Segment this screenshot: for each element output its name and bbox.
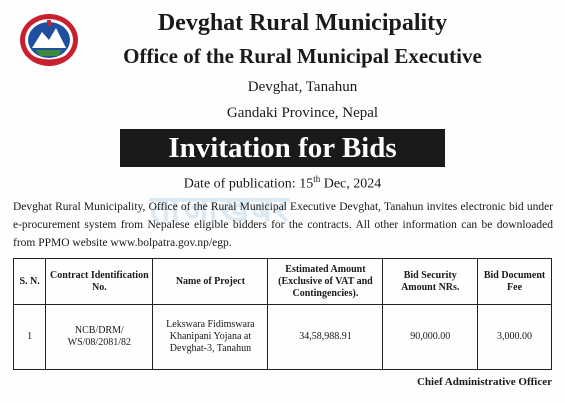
header-project: Name of Project: [153, 259, 268, 305]
signatory: Chief Administrative Officer: [416, 376, 552, 388]
news-watermark: ताजाखबर: [150, 189, 291, 230]
cell-contract-id: NCB/DRM/ WS/08/2081/82: [46, 305, 153, 370]
header-bid-security: Bid Security Amount NRs.: [383, 259, 478, 305]
publication-date-ordinal: th: [313, 174, 321, 184]
header-document-fee: Bid Document Fee: [478, 259, 552, 305]
bids-table: [13, 258, 552, 370]
header-contract-id: Contract Identification No.: [46, 259, 153, 305]
table-header-row: [14, 259, 552, 305]
cell-estimated-amount: 34,58,988.91: [268, 305, 383, 370]
municipality-title: Devghat Rural Municipality: [157, 10, 448, 36]
address-line-1: Devghat, Tanahun: [247, 79, 358, 95]
header-estimated-amount: Estimated Amount (Exclusive of VAT and Contingencies).: [268, 259, 383, 305]
table-row: [14, 305, 552, 370]
notice-body-text: Devghat Rural Municipality, Office of the Rural Municipal Executive Devghat, Tanahun invites electronic bid under e-procurement system from Nepalese eligible bidders for the contracts. All other information can be downloaded from PPMO website www.bolpatra.gov.np/egp.: [13, 201, 553, 249]
header-sn: S. N.: [14, 259, 46, 305]
address-line-2: Gandaki Province, Nepal: [226, 105, 379, 121]
notice-banner: Invitation for Bids: [120, 129, 445, 167]
cell-document-fee: 3,000.00: [478, 305, 552, 370]
publication-date-prefix: Date of publication: 15: [183, 176, 314, 192]
cell-project: Lekswara Fidimswara Khanipani Yojana at Devghat-3, Tanahun: [153, 305, 268, 370]
cell-bid-security: 90,000.00: [383, 305, 478, 370]
publication-date-rest: Dec, 2024: [320, 176, 382, 192]
cell-sn: 1: [14, 305, 46, 370]
office-title: Office of the Rural Municipal Executive: [123, 44, 482, 68]
